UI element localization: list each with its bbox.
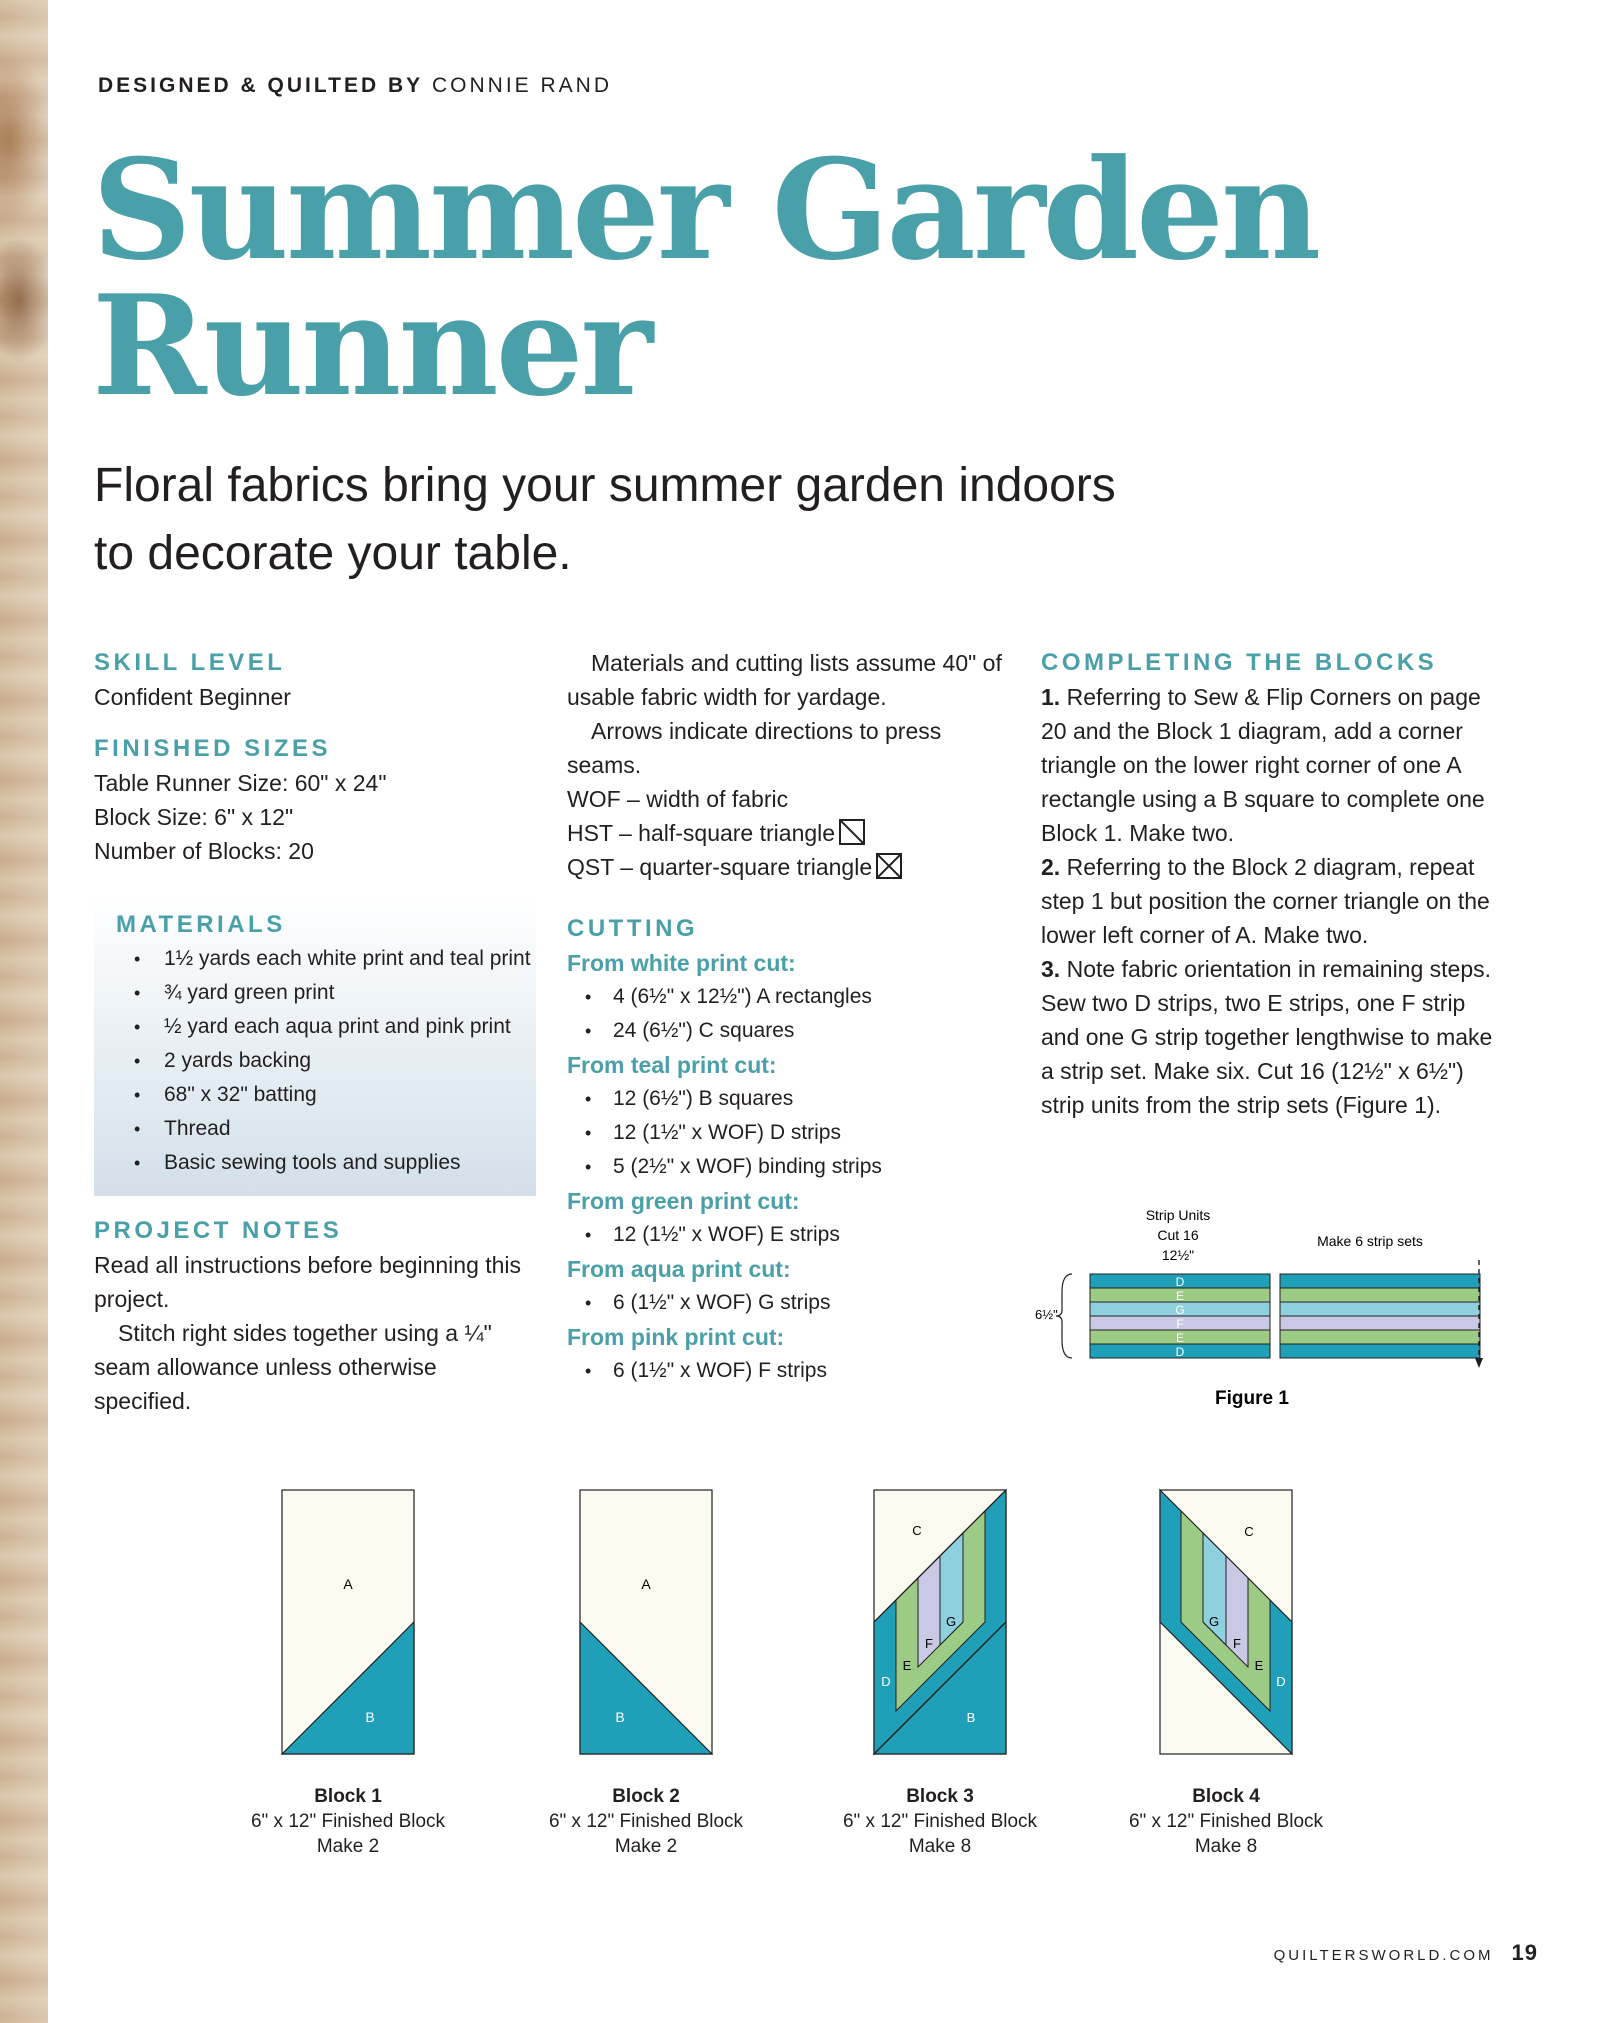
subtitle-line-1: Floral fabrics bring your summer garden indoors [94, 459, 1116, 512]
block-title: Block 3 [906, 1786, 974, 1807]
block-title: Block 4 [1192, 1786, 1260, 1807]
figure-1-diagram [1030, 1200, 1500, 1420]
intro-paragraph-1: Materials and cutting lists assume 40" of usable fabric width for yardage. [567, 650, 1002, 710]
cutting-heading: CUTTING [567, 915, 699, 942]
cutting-list [567, 1286, 1007, 1320]
cutting-item: • 6 (1½" x WOF) G strips [567, 1286, 1007, 1320]
block-make: Make 8 [1194, 1836, 1258, 1857]
column-right [1041, 646, 1501, 1122]
block-1-diagram [282, 1490, 414, 1754]
block-3-caption [810, 1784, 1070, 1859]
block-make: Make 2 [316, 1836, 380, 1857]
intro-paragraph-2: Arrows indicate directions to press seams. [567, 718, 942, 778]
size-item: Table Runner Size: 60" x 24" [94, 770, 387, 796]
footer-site: QUILTERSWORLD.COM [1273, 1947, 1494, 1964]
block-3-label-d: D [881, 1674, 891, 1689]
block-size: 6" x 12" Finished Block [1128, 1811, 1324, 1832]
materials-box [94, 894, 536, 1196]
block-2-caption [516, 1784, 776, 1859]
cutting-group-label: From teal print cut: [567, 1052, 777, 1078]
materials-item: • ¾ yard green print [116, 976, 536, 1010]
notes-heading: PROJECT NOTES [94, 1217, 343, 1244]
size-item: Block Size: 6" x 12" [94, 804, 294, 830]
block-2-label-b: B [615, 1709, 625, 1725]
cutting-item: • 6 (1½" x WOF) F strips [567, 1354, 1007, 1388]
materials-heading: MATERIALS [116, 911, 286, 938]
step-number: 3. [1041, 956, 1061, 982]
sizes-heading: FINISHED SIZES [94, 735, 332, 762]
subtitle-line-2: to decorate your table. [94, 527, 572, 580]
notes-paragraph-1: Read all instructions before beginning this project. [94, 1252, 522, 1312]
block-4-caption [1096, 1784, 1356, 1859]
size-item: Number of Blocks: 20 [94, 838, 314, 864]
column-left [94, 646, 534, 1418]
cutting-item: • 12 (1½" x WOF) D strips [567, 1116, 1007, 1150]
byline-author: CONNIE RAND [431, 74, 612, 97]
cutting-item: • 4 (6½" x 12½") A rectangles [567, 980, 1007, 1014]
quarter-square-triangle-icon [876, 853, 902, 879]
strip-g [1280, 1302, 1480, 1316]
step-3 [1041, 952, 1501, 1122]
strip-e [1280, 1330, 1480, 1344]
block-4-label-f: F [1233, 1636, 1241, 1651]
abbrev-hst-row [567, 816, 1007, 850]
cutting-list [567, 1082, 1007, 1184]
strip-letter: E [1175, 1331, 1185, 1345]
block-2-diagram [580, 1490, 712, 1754]
column-middle [567, 646, 1007, 1388]
block-3-diagram [874, 1490, 1006, 1754]
half-square-triangle-icon [839, 819, 865, 845]
subtitle [94, 452, 1194, 588]
figure-label-height: 6½" [1035, 1307, 1058, 1322]
block-4-label-e: E [1254, 1658, 1264, 1673]
block-4-label-g: G [1208, 1614, 1220, 1629]
cutting-item: • 5 (2½" x WOF) binding strips [567, 1150, 1007, 1184]
figure-label-make: Make 6 strip sets [1317, 1233, 1423, 1249]
block-size: 6" x 12" Finished Block [250, 1811, 446, 1832]
block-size: 6" x 12" Finished Block [548, 1811, 744, 1832]
materials-item: • Thread [116, 1112, 536, 1146]
step-1 [1041, 680, 1501, 850]
block-title: Block 1 [314, 1786, 382, 1807]
page-title [92, 128, 1392, 427]
strip-e [1280, 1288, 1480, 1302]
cutting-list [567, 1218, 1007, 1252]
notes-paragraph-2: Stitch right sides together using a ¼" seam allowance unless otherwise specified. [94, 1320, 492, 1414]
strip-letter: G [1175, 1303, 1185, 1317]
height-bracket [1056, 1274, 1072, 1358]
byline [98, 74, 612, 98]
strip-letter: E [1175, 1289, 1185, 1303]
step-number: 1. [1041, 684, 1061, 710]
strip-letters [1175, 1275, 1184, 1359]
block-3-label-g: G [945, 1614, 957, 1629]
materials-item: • Basic sewing tools and supplies [116, 1146, 536, 1180]
step-2 [1041, 850, 1501, 952]
abbrev-qst-row [567, 850, 1007, 884]
strip-f [1280, 1316, 1480, 1330]
block-title: Block 2 [612, 1786, 680, 1807]
materials-item: • 1½ yards each white print and teal print [116, 942, 536, 976]
cutting-item: • 12 (1½" x WOF) E strips [567, 1218, 1007, 1252]
title-line-2: Runner [92, 264, 651, 427]
cutting-group-label: From aqua print cut: [567, 1256, 791, 1282]
figure-label-cut: Cut 16 [1157, 1227, 1199, 1243]
figure-label-units: Strip Units [1145, 1207, 1211, 1223]
page-footer [1274, 1940, 1538, 1966]
step-text: Note fabric orientation in remaining steps. Sew two D strips, two E strips, one F strip and one G strip together lengthwise to make a strip set. Make six. Cut 16 (12½" x 6½") strip units from the strip sets (Figure 1). [1041, 956, 1493, 1118]
materials-item: • ½ yard each aqua print and pink print [116, 1010, 536, 1044]
cutting-list [567, 1354, 1007, 1388]
block-diagrams [0, 1486, 1600, 1866]
cutting-item: • 24 (6½") C squares [567, 1014, 1007, 1048]
cutting-group-label: From white print cut: [567, 950, 796, 976]
page-number: 19 [1511, 1940, 1538, 1965]
cutting-group-label: From pink print cut: [567, 1324, 785, 1350]
arrow-down-icon [1475, 1358, 1483, 1368]
figure-label-width: 12½" [1161, 1247, 1195, 1263]
step-number: 2. [1041, 854, 1061, 880]
block-1-label-a: A [343, 1576, 353, 1592]
strip-set-continued [1280, 1274, 1480, 1358]
block-3-label-c: C [912, 1523, 922, 1538]
abbrev-qst: QST – quarter-square triangle [567, 854, 873, 880]
block-3-label-e: E [902, 1658, 912, 1673]
strip-letter: D [1175, 1345, 1185, 1359]
block-1-caption [218, 1784, 478, 1859]
cutting-group-label: From green print cut: [567, 1188, 800, 1214]
block-4-label-d: D [1276, 1674, 1286, 1689]
skill-value: Confident Beginner [94, 684, 291, 710]
step-text: Referring to the Block 2 diagram, repeat step 1 but position the corner triangle on the lower left corner of A. Make two. [1041, 854, 1490, 948]
block-make: Make 2 [614, 1836, 678, 1857]
strip-d [1280, 1344, 1480, 1358]
abbrev-hst: HST – half-square triangle [567, 820, 836, 846]
completing-heading: COMPLETING THE BLOCKS [1041, 649, 1438, 676]
block-3-label-b: B [966, 1710, 976, 1725]
block-size: 6" x 12" Finished Block [842, 1811, 1038, 1832]
block-make: Make 8 [908, 1836, 972, 1857]
materials-item: • 2 yards backing [116, 1044, 536, 1078]
block-1-label-b: B [365, 1709, 375, 1725]
step-text: Referring to Sew & Flip Corners on page 20 and the Block 1 diagram, add a corner triangle on the lower right corner of one A rectangle using a B square to complete one Block 1. Make two. [1041, 684, 1485, 846]
strip-d [1280, 1274, 1480, 1288]
materials-item: • 68" x 32" batting [116, 1078, 536, 1112]
materials-list [116, 942, 536, 1180]
figure-caption: Figure 1 [1215, 1388, 1289, 1409]
abbrev-wof: WOF – width of fabric [567, 786, 789, 812]
strip-letter: F [1176, 1317, 1184, 1331]
block-4-diagram [1160, 1490, 1292, 1754]
strip-letter: D [1175, 1275, 1185, 1289]
block-3-label-f: F [925, 1636, 933, 1651]
block-2-label-a: A [641, 1576, 651, 1592]
cutting-item: • 12 (6½") B squares [567, 1082, 1007, 1116]
block-4-label-c: C [1244, 1524, 1254, 1539]
byline-label: DESIGNED & QUILTED BY [98, 74, 424, 97]
cutting-list [567, 980, 1007, 1048]
title-line-1: Summer Garden [92, 128, 1319, 291]
skill-heading: SKILL LEVEL [94, 649, 286, 676]
